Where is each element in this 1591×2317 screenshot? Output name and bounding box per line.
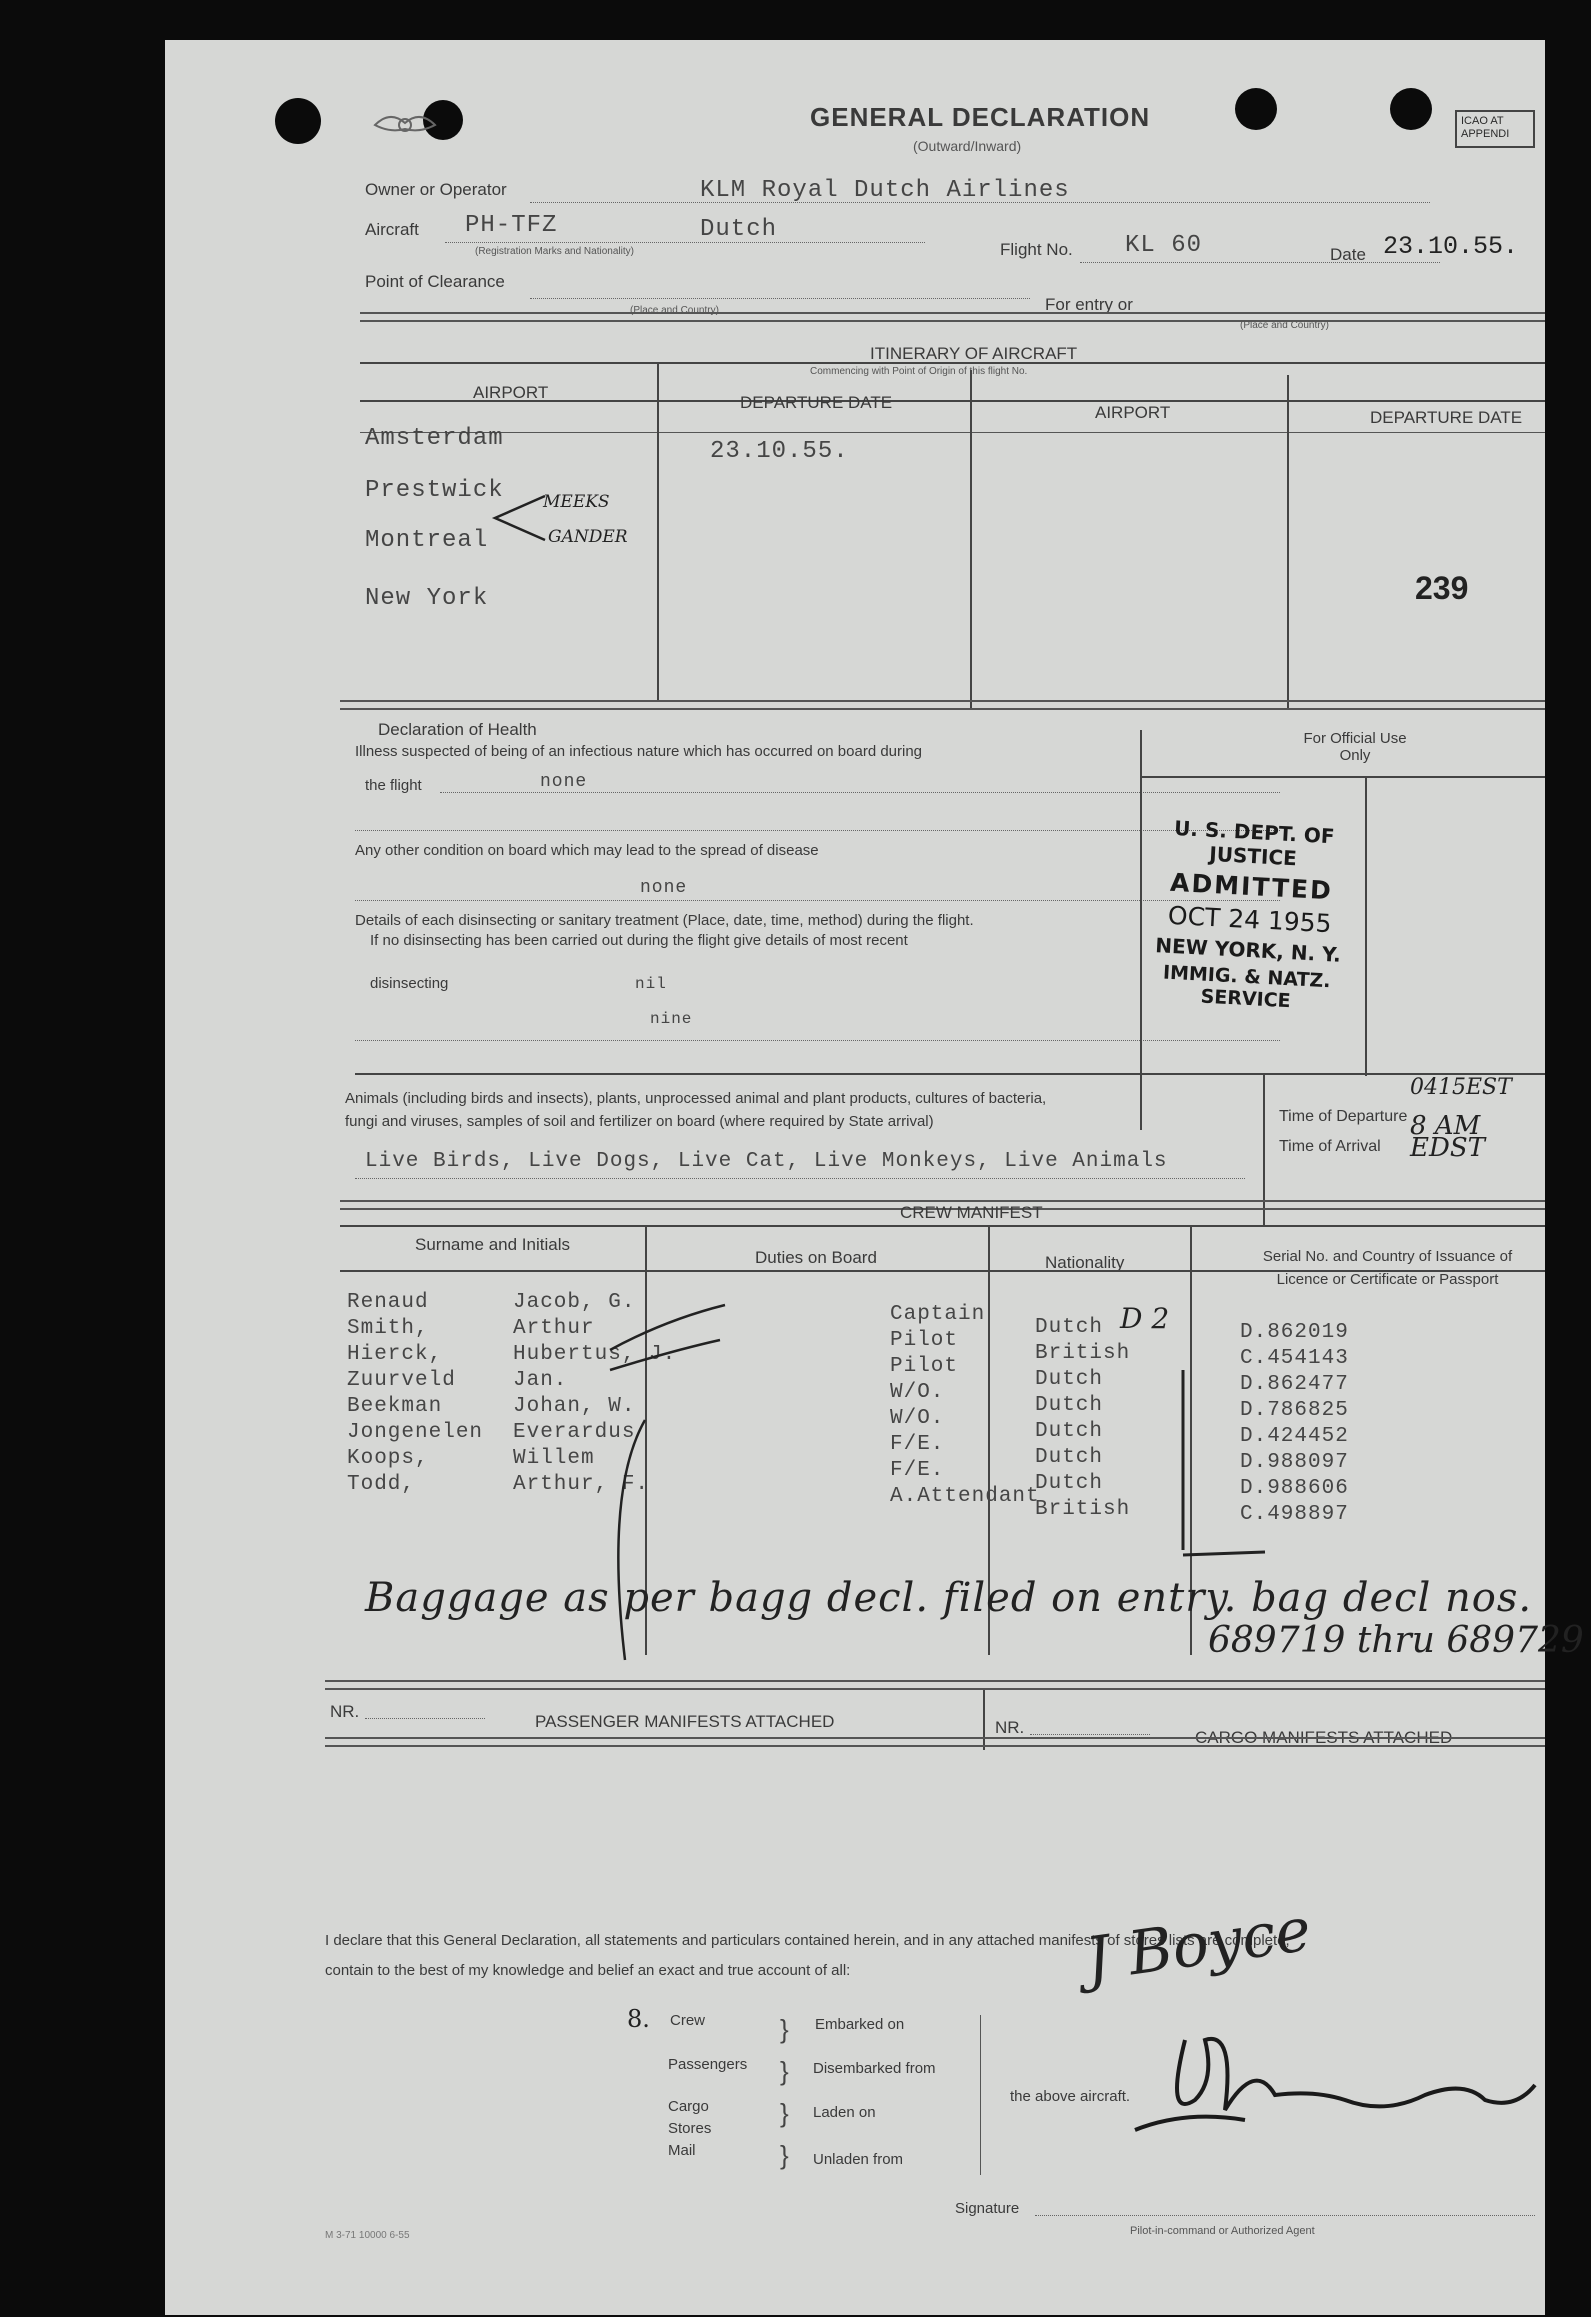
itinerary-col-divider [1287,375,1289,710]
declaration-text1: I declare that this General Declaration, all statements and particulars contained herein, and in any attached manifests of stores lists are complete, [325,1932,1290,1949]
stamp-line: OCT 24 1955 [1167,900,1333,939]
stamp-line: NEW YORK, N. Y. [1154,933,1342,967]
itinerary-col-divider [970,370,972,708]
crew-surname-column [347,1290,483,1498]
health-value2: none [640,878,688,898]
crew-duty: W/O. [890,1381,945,1404]
health-value3: nil [635,975,667,993]
health-title: Declaration of Health [378,720,537,739]
stamp-line: U. S. DEPT. OF JUSTICE [1173,815,1336,871]
crew-surname: Smith, [347,1317,429,1340]
passenger-nr-line [365,1718,485,1719]
passengers-label: Passengers [668,2056,748,2073]
passenger-nr-label: NR. [330,1702,360,1721]
crew-serial: D.424452 [1240,1425,1349,1448]
aircraft-sublabel: (Registration Marks and Nationality) [475,246,634,257]
clearance-sublabel: (Place and Country) [630,305,719,316]
mail-label: Mail [668,2142,696,2159]
animals-text1: Animals (including birds and insects), plants, unprocessed animal and plant products, cultures of bacteria, [345,1090,1047,1107]
entry-label: For entry or [1045,295,1133,314]
stores-label: Stores [668,2120,712,2137]
animals-value: Live Birds, Live Dogs, Live Cat, Live Monkeys, Live Animals [365,1150,1168,1173]
crew-col-serial: Serial No. and Country of Issuance of Licence or Certificate or Passport [1262,1248,1513,1288]
crew-label: Crew [670,2012,706,2029]
date-label: Date [1330,245,1366,264]
crew-surname: Hierck, [347,1343,443,1366]
col-departure-header: DEPARTURE DATE [740,393,893,412]
aircraft-line [445,242,925,243]
crew-header-line [340,1270,1545,1272]
baggage-note: Baggage as per bagg decl. filed on entry. bag decl nos. [365,1575,1533,1621]
crew-nationality: Dutch [1035,1368,1104,1391]
crew-nat-note: D 2 [1120,1302,1170,1335]
crew-duty: Captain [890,1303,986,1326]
icao-box-label: ICAO AT APPENDI [1461,115,1510,140]
crew-duty-column [725,1302,1040,1510]
animals-line [355,1178,1245,1179]
crew-given: Willem [513,1447,595,1470]
animals-text2: fungi and viruses, samples of soil and fertilizer on board (where required by State arrival) [345,1113,934,1130]
crew-duty: F/E. [890,1459,945,1482]
crew-title-line [340,1225,1545,1227]
crew-col-nat: Nationality [1045,1253,1125,1272]
crew-duty: Pilot [890,1329,959,1352]
aircraft-nationality: Dutch [700,216,778,243]
above-aircraft-label: the above aircraft. [1010,2088,1131,2105]
form-subtitle: (Outward/Inward) [913,138,1022,154]
stamp-line: ADMITTED [1169,867,1334,906]
crew-surname: Koops, [347,1447,429,1470]
crew-title: CREW MANIFEST [900,1203,1043,1222]
health-line2: Any other condition on board which may lead to the spread of disease [355,842,819,859]
col-departure2-header: DEPARTURE DATE [1370,408,1523,427]
cargo-label: Cargo [668,2098,709,2115]
clearance-label: Point of Clearance [365,272,505,291]
section-divider [325,1737,1545,1747]
crew-given: Jan. [513,1369,568,1392]
crew-surname: Jongenelen [347,1421,484,1444]
crew-given: Arthur, F. [513,1473,650,1496]
clearance-line [530,298,1030,299]
unladen-label: Unladen from [813,2151,904,2168]
official-line [1140,776,1545,778]
health-line3: Details of each disinsecting or sanitary treatment (Place, date, time, method) during the flight. [355,912,974,929]
declaration-divider [980,2015,981,2175]
punch-hole [275,98,321,144]
crew-duty: W/O. [890,1407,945,1430]
punch-hole [1235,88,1277,130]
stamp-line: IMMIG. & NATZ. SERVICE [1162,961,1332,1013]
crew-surname: Beekman [347,1395,443,1418]
health-line [440,792,1280,793]
baggage-numbers: 689719 thru 689729 [1208,1620,1584,1661]
form-footer-code: M 3-71 10000 6-55 [325,2230,410,2241]
owner-label: Owner or Operator [365,180,507,199]
crew-given: Johan, W. [513,1395,636,1418]
crew-nationality: Dutch [1035,1446,1104,1469]
cargo-nr-line [1030,1734,1150,1735]
crew-serial: D.862477 [1240,1373,1349,1396]
itinerary-airport: Montreal [365,527,489,554]
aircraft-label: Aircraft [365,220,419,239]
crew-serial: D.862019 [1240,1321,1349,1344]
itinerary-airport: Prestwick [365,477,504,504]
crew-given: Arthur [513,1317,595,1340]
form-title: GENERAL DECLARATION [810,102,1151,132]
declaration-sheet [165,40,1584,2315]
col-airport-header: AIRPORT [473,383,549,402]
winged-emblem-icon [370,105,440,145]
crew-serial: D.786825 [1240,1399,1349,1422]
owner-value: KLM Royal Dutch Airlines [700,177,1070,204]
col-airport2-header: AIRPORT [1095,403,1171,422]
flight-line [1080,262,1440,263]
crew-serial: C.454143 [1240,1347,1349,1370]
crew-nationality: British [1035,1342,1131,1365]
health-value3b: nine [650,1010,693,1028]
crew-given: Hubertus, J. [513,1343,677,1366]
crew-serial: D.988097 [1240,1451,1349,1474]
section-divider [340,700,1545,710]
signature-label: Signature [955,2200,1020,2217]
crew-nationality: Dutch [1035,1472,1104,1495]
embarked-label: Embarked on [815,2016,905,2033]
itinerary-airport: New York [365,585,489,612]
itinerary-title: ITINERARY OF AIRCRAFT [870,344,1078,363]
crew-surname: Zuurveld [347,1369,456,1392]
official-label: For Official Use Only [1303,730,1407,764]
departure-time-label: Time of Departure [1279,1108,1408,1125]
itinerary-note-meeks: MEEKS [543,492,610,512]
crew-serial: D.988606 [1240,1477,1349,1500]
crew-col-name: Surname and Initials [415,1235,570,1254]
signature-line [1035,2215,1535,2216]
page-number: 239 [1415,570,1469,606]
crew-surname: Todd, [347,1473,416,1496]
crew-nationality: Dutch [1035,1420,1104,1443]
section-divider [325,1680,1545,1690]
laden-label: Laden on [813,2104,876,2121]
health-line3c: disinsecting [370,975,449,992]
itinerary-top-line [360,362,1545,364]
health-line1b: the flight [365,777,422,794]
crew-given: Jacob, G. [513,1291,636,1314]
arrival-time-label: Time of Arrival [1279,1138,1381,1155]
crew-given: Everardus [513,1421,636,1444]
declaration-text2: contain to the best of my knowledge and belief an exact and true account of all: [325,1962,851,1979]
itinerary-departure-date: 23.10.55. [710,438,849,465]
admitted-stamp [1120,814,1380,1017]
crew-count: 8. [627,2005,650,2033]
crew-bracket-mark-icon [1175,1330,1275,1570]
aircraft-value: PH-TFZ [465,212,558,239]
crew-nationality: Dutch [1035,1394,1104,1417]
brace-icon: } } } } [780,2014,789,2170]
crew-col-duty: Duties on Board [755,1248,877,1267]
signature-sublabel: Pilot-in-command or Authorized Agent [1130,2225,1315,2237]
crew-serial: C.498897 [1240,1503,1349,1526]
passenger-manifests-label: PASSENGER MANIFESTS ATTACHED [535,1712,835,1731]
bracket-mark-icon [485,488,555,548]
icao-box [1455,110,1535,148]
punch-hole [1390,88,1432,130]
itinerary-subtitle: Commencing with Point of Origin of this flight No. [810,366,1028,377]
flight-label: Flight No. [1000,240,1073,259]
crew-duty: Pilot [890,1355,959,1378]
cargo-manifests-label: CARGO MANIFESTS ATTACHED [1195,1728,1453,1747]
crew-duty: A.Attendant [890,1485,1040,1508]
arrival-time-value: 8 AM EDST [1410,1111,1485,1163]
date-value: 23.10.55. [1383,232,1519,261]
pilot-signature-icon [1125,2000,1545,2160]
health-line1: Illness suspected of being of an infectious nature which has occurred on board during [355,743,923,760]
crew-surname: Renaud [347,1291,429,1314]
crew-nationality: British [1035,1498,1131,1521]
crew-nationality: Dutch [1035,1316,1104,1339]
crew-duty: F/E. [890,1433,945,1456]
entry-sublabel: (Place and Country) [1240,320,1329,331]
cargo-nr-label: NR. [995,1718,1025,1737]
health-value1: none [540,772,588,792]
health-line3b: If no disinsecting has been carried out during the flight give details of most recent [370,932,908,949]
departure-time-value: 0415EST [1410,1075,1512,1100]
itinerary-note-gander: GANDER [548,527,628,547]
itinerary-header-bottom [360,432,1545,433]
crew-nat-column [1035,1315,1130,1523]
disembarked-label: Disembarked from [813,2060,936,2077]
handwritten-name: J Boyce [1081,1894,1316,1996]
section-divider [360,312,1545,322]
itinerary-col-divider [657,362,659,702]
crew-tick-marks-icon [605,1290,765,1690]
itinerary-airport: Amsterdam [365,425,504,452]
owner-line [530,202,1430,203]
flight-value: KL 60 [1125,232,1203,259]
